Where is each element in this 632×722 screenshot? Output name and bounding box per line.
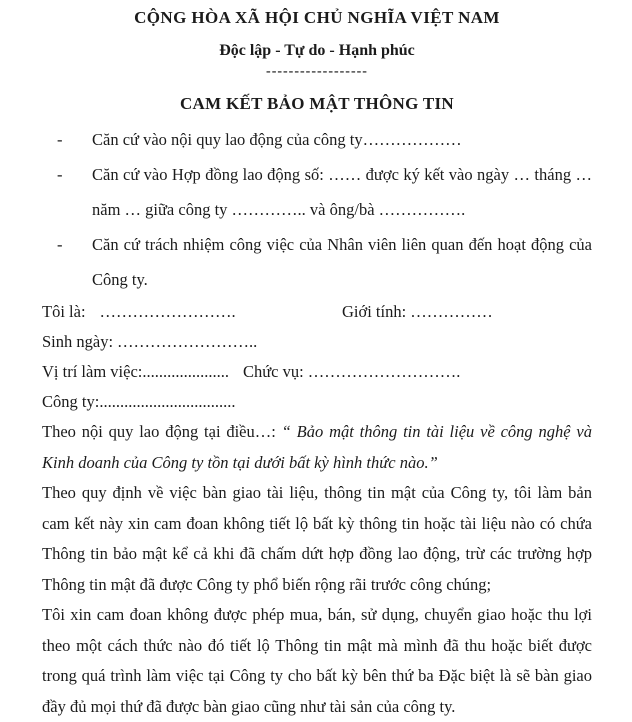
basis-bullet-list [42,122,592,297]
national-motto: Độc lập - Tự do - Hạnh phúc [219,42,415,59]
page-title: CAM KẾT BẢO MẬT THÔNG TIN [179,94,455,113]
paragraph-non-disclosure-commitment: Tôi xin cam đoan không được phép mua, bán, sử dụng, chuyển giao hoặc thu lợi theo một cách thức nào đó tiết lộ Thông tin mật mà mình đã thu hoặc biết được trong quá trình làm việc tại Công ty cho bất kỳ bên thứ ba Đặc biệt là sẽ bàn giao đầy đủ mọi thứ đã được bàn giao cũng như tài sản của công ty. [42,605,592,716]
gender-fill-in[interactable]: …………… [410,302,493,321]
bullet-text: Căn cứ vào Hợp đồng lao động số: …… được ký kết vào ngày … tháng … năm … giữa công ty ………….. và ông/bà ……………. [92,165,592,219]
birthdate-label: Sinh ngày: [42,332,114,351]
rule-intro-text: Theo nội quy lao động tại điều…: [42,422,282,441]
bullet-item-hop-dong [42,157,592,227]
dash-marker: - [57,235,63,254]
gender-label: Giới tính: [342,302,407,321]
national-title: CỘNG HÒA XÃ HỘI CHỦ NGHĨA VIỆT NAM [134,8,500,27]
personal-info-fields [42,297,592,417]
dash-marker: - [57,130,63,149]
field-line-position [42,357,592,387]
document-header [42,7,592,115]
company-fill-in[interactable]: ................................. [99,392,236,411]
job-title-label: Chức vụ: [242,362,304,381]
birthdate-fill-in[interactable]: …………………….. [117,332,258,351]
dash-marker: - [57,165,63,184]
work-position-label: Vị trí làm việc: [42,362,143,381]
name-field [42,297,342,327]
job-title-fill-in[interactable]: ………………………. [307,362,461,381]
bullet-text: Căn cứ trách nhiệm công việc của Nhân viên liên quan đến hoạt động của Công ty. [92,235,592,289]
work-position-fill-in[interactable]: ..................... [142,362,229,381]
bullet-item-noi-quy [42,122,592,157]
separator-line: ------------------ [266,64,368,79]
field-line-birthdate [42,327,592,357]
rule-quote-text: “ Bảo mật thông tin tài liệu về công nghệ và Kinh doanh của Công ty tồn tại dưới bất kỳ hình thức nào.” [42,422,592,472]
gender-field [342,297,493,327]
paragraph-internal-rule [42,417,592,478]
bullet-item-trach-nhiem [42,227,592,297]
name-label: Tôi là: [42,302,86,321]
name-fill-in[interactable]: ……………………. [99,302,236,321]
bullet-text: Căn cứ vào nội quy lao động của công ty……………… [92,130,462,149]
company-label: Công ty: [42,392,100,411]
field-line-company [42,387,592,417]
paragraph-handover-commitment: Theo quy định về việc bàn giao tài liệu, thông tin mật của Công ty, tôi làm bản cam kết này xin cam đoan không tiết lộ bất kỳ thông tin hoặc tài liệu nào có chứa Thông tin bảo mật kể cả khi đã chấm dứt hợp đồng lao động, trừ các trường hợp Thông tin mật đã được Công ty phổ biến rộng rãi trước công chúng; [42,483,592,594]
field-line-name-gender [42,297,592,327]
